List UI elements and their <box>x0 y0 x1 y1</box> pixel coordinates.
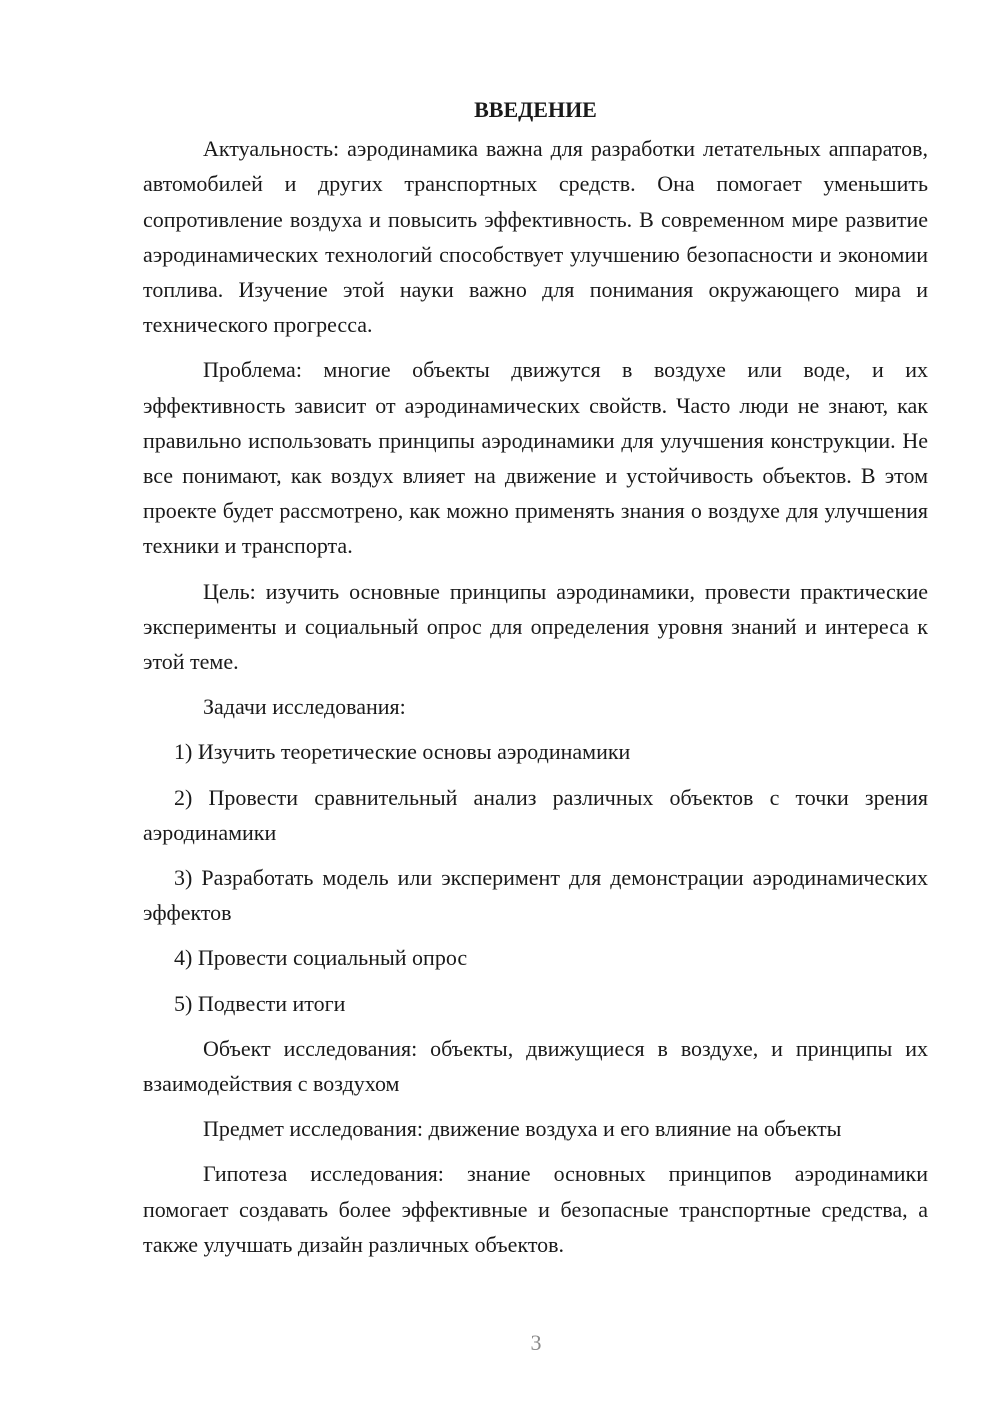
tasks-title: Задачи исследования: <box>203 694 406 720</box>
section-heading: ВВЕДЕНИЕ <box>474 97 597 122</box>
problem-paragraph: Проблема: многие объекты движутся в воздухе или воде, и их эффективность зависит от аэродинамических свойств. Часто люди не знают, как правильно использовать принципы аэродинамики для улучшения конструкции. Не все понимают, как воздух влияет на движение и устойчивость объектов. В этом проекте будет рассмотрено, как можно применять знания о воздухе для улучшения техники и транспорта. <box>143 357 928 559</box>
task-item: 3) Разработать модель или эксперимент для демонстрации аэродинамических эффектов <box>143 865 928 926</box>
hypothesis-paragraph: Гипотеза исследования: знание основных принципов аэродинамики помогает создавать более эффективные и безопасные транспортные средства, а также улучшать дизайн различных объектов. <box>143 1161 928 1257</box>
goal-paragraph: Цель: изучить основные принципы аэродинамики, провести практические эксперименты и социальный опрос для определения уровня знаний и интереса к этой теме. <box>143 578 928 675</box>
page-number: 3 <box>530 1330 542 1355</box>
page-content <box>143 92 928 1272</box>
relevance-paragraph: Актуальность: аэродинамика важна для разработки летательных аппаратов, автомобилей и других транспортных средств. Она помогает уменьшить сопротивление воздуха и повысить эффективность. В современном мире развитие аэродинамических технологий способствует улучшению безопасности и экономии топлива. Изучение этой науки важно для понимания окружающего мира и технического прогресса. <box>143 136 928 338</box>
subject-paragraph: Предмет исследования: движение воздуха и его влияние на объекты <box>203 1116 842 1142</box>
task-item: 2) Провести сравнительный анализ различных объектов с точки зрения аэродинамики <box>143 784 928 845</box>
task-item: 5) Подвести итоги <box>174 990 346 1016</box>
task-item: 1) Изучить теоретические основы аэродинамики <box>174 739 631 765</box>
object-paragraph: Объект исследования: объекты, движущиеся в воздухе, и принципы их взаимодействия с воздухом <box>143 1035 928 1097</box>
task-item: 4) Провести социальный опрос <box>174 945 468 971</box>
